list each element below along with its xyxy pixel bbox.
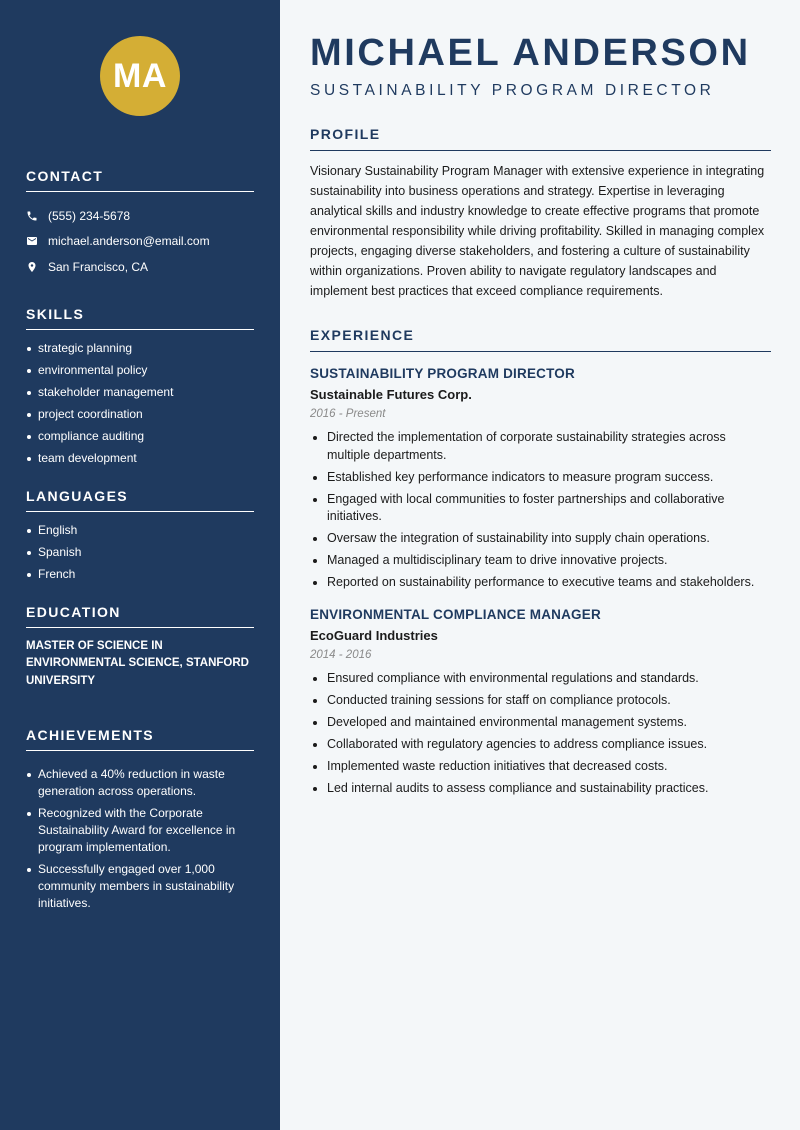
skills-list (26, 340, 254, 467)
education-heading: EDUCATION (26, 604, 254, 628)
languages-heading: LANGUAGES (26, 488, 254, 512)
job-bullet: Engaged with local communities to foster partnerships and collaborative initiatives. (310, 491, 771, 526)
skill-item: strategic planning (26, 340, 254, 357)
contact-location (26, 254, 254, 280)
language-item: French (26, 566, 254, 583)
skills-section (26, 306, 254, 467)
profile-text: Visionary Sustainability Program Manager with extensive experience in integrating sustainability into business operations and strategy. Expertise in leveraging analytical skills and industry knowledge to create effective programs that promote environmental responsibility while driving profitability. Skilled in managing complex projects, engaging diverse stakeholders, and fostering a culture of sustainability within organizations. Proven ability to navigate regulatory landscapes and implement best practices that exceed compliance requirements. (310, 164, 765, 298)
location-text: San Francisco, CA (48, 259, 149, 274)
email-text[interactable]: michael.anderson@email.com (48, 234, 210, 249)
job-dates: 2016 - Present (310, 408, 386, 420)
skill-item: compliance auditing (26, 428, 254, 445)
skill-item: environmental policy (26, 362, 254, 379)
achievement-item: Successfully engaged over 1,000 community members in sustainability initiatives. (26, 861, 254, 912)
job-entry (310, 607, 771, 798)
company-name: Sustainable Futures Corp. (310, 387, 472, 402)
main-content (280, 0, 800, 1130)
phone-icon (26, 210, 48, 222)
mail-icon (26, 235, 48, 247)
phone-text[interactable]: (555) 234-5678 (48, 208, 131, 223)
location-pin-icon (26, 261, 48, 273)
job-bullet: Conducted training sessions for staff on compliance protocols. (310, 692, 771, 710)
job-bullet: Implemented waste reduction initiatives that decreased costs. (310, 758, 771, 776)
achievements-section (26, 727, 254, 912)
contact-heading: CONTACT (26, 168, 254, 192)
job-bullet: Ensured compliance with environmental regulations and standards. (310, 670, 771, 688)
job-title: ENVIRONMENTAL COMPLIANCE MANAGER (310, 606, 601, 622)
education-section (26, 604, 254, 691)
contact-phone (26, 203, 254, 229)
skill-item: project coordination (26, 406, 254, 423)
avatar: MA (100, 36, 180, 116)
job-bullets (310, 670, 771, 798)
languages-section (26, 488, 254, 583)
job-bullet: Developed and maintained environmental management systems. (310, 714, 771, 732)
job-bullet: Oversaw the integration of sustainability into supply chain operations. (310, 530, 771, 548)
contact-section (26, 168, 254, 280)
skill-item: team development (26, 450, 254, 467)
achievements-heading: ACHIEVEMENTS (26, 727, 254, 751)
job-bullet: Reported on sustainability performance to executive teams and stakeholders. (310, 574, 771, 592)
language-item: English (26, 522, 254, 539)
education-degree: MASTER OF SCIENCE IN ENVIRONMENTAL SCIENCE, STANFORD UNIVERSITY (26, 639, 249, 687)
experience-section (310, 327, 771, 797)
language-item: Spanish (26, 544, 254, 561)
profile-section (310, 126, 771, 301)
job-entry (310, 366, 771, 592)
job-bullet: Led internal audits to assess compliance and sustainability practices. (310, 780, 771, 798)
job-bullet: Collaborated with regulatory agencies to address compliance issues. (310, 736, 771, 754)
contact-email (26, 229, 254, 255)
job-dates: 2014 - 2016 (310, 648, 372, 661)
skill-item: stakeholder management (26, 384, 254, 401)
company-name: EcoGuard Industries (310, 627, 438, 643)
job-bullets (310, 429, 771, 592)
job-title: SUSTAINABILITY PROGRAM DIRECTOR (310, 366, 575, 381)
job-headline: SUSTAINABILITY PROGRAM DIRECTOR (310, 82, 715, 99)
experience-heading: EXPERIENCE (310, 327, 771, 352)
skills-heading: SKILLS (26, 306, 254, 330)
profile-heading: PROFILE (310, 126, 771, 151)
achievement-item: Achieved a 40% reduction in waste generation across operations. (26, 766, 254, 800)
sidebar (0, 0, 280, 1130)
person-name: MICHAEL ANDERSON (310, 32, 751, 74)
languages-list (26, 522, 254, 583)
contact-list (26, 203, 254, 280)
job-bullet: Managed a multidisciplinary team to drive innovative projects. (310, 552, 771, 570)
job-bullet: Directed the implementation of corporate sustainability strategies across multiple departments. (310, 429, 771, 464)
job-bullet: Established key performance indicators to measure program success. (310, 469, 771, 487)
achievements-list (26, 766, 254, 912)
achievement-item: Recognized with the Corporate Sustainability Award for excellence in program implementation. (26, 805, 254, 856)
